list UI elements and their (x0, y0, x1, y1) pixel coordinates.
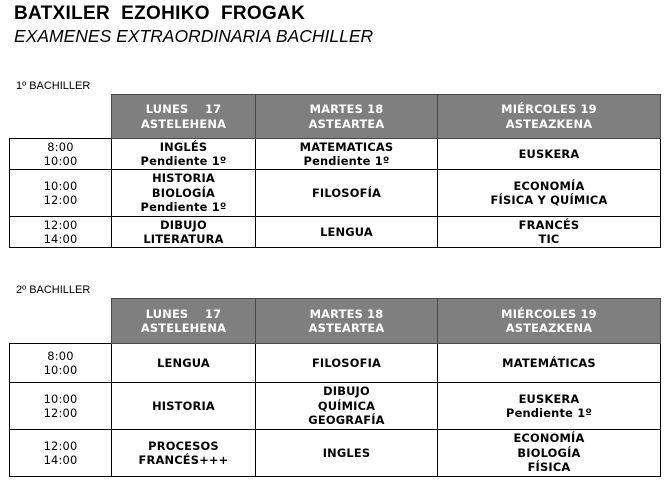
exam-cell: FILOSOFIA (256, 344, 438, 383)
exam-cell: MATEMÁTICAS (438, 344, 661, 383)
section-label-2: 2º BACHILLER (16, 284, 91, 296)
exam-cell: INGLÉS Pendiente 1º (112, 139, 256, 170)
exam-cell: HISTORIA (112, 383, 256, 430)
time-slot: 8:00 10:00 (10, 344, 112, 383)
exam-cell: ECONOMÍA BIOLOGÍA FÍSICA (438, 430, 661, 477)
section-label-1: 1º BACHILLER (16, 80, 91, 92)
exam-cell: INGLES (256, 430, 438, 477)
exam-cell: EUSKERA Pendiente 1º (438, 383, 661, 430)
time-slot: 8:00 10:00 (10, 139, 112, 170)
exam-cell: LENGUA (112, 344, 256, 383)
page-subtitle: EXAMENES EXTRAORDINARIA BACHILLER (14, 26, 374, 46)
page-title: BATXILER EZOHIKO FROGAK (14, 3, 306, 24)
table-row (10, 344, 661, 383)
column-header-tuesday: MARTES 18 ASTEARTEA (256, 95, 438, 139)
exam-cell: DIBUJO LITERATURA (112, 217, 256, 248)
time-slot: 10:00 12:00 (10, 170, 112, 217)
exam-cell: HISTORIA BIOLOGÍA Pendiente 1º (112, 170, 256, 217)
table-header-row (10, 299, 661, 344)
table-row (10, 383, 661, 430)
exam-cell: DIBUJO QUÍMICA GEOGRAFÍA (256, 383, 438, 430)
exam-cell: FRANCÉS TIC (438, 217, 661, 248)
time-slot: 12:00 14:00 (10, 217, 112, 248)
table-row (10, 170, 661, 217)
time-slot: 10:00 12:00 (10, 383, 112, 430)
time-slot: 12:00 14:00 (10, 430, 112, 477)
column-header-tuesday: MARTES 18 ASTEARTEA (256, 299, 438, 344)
table-row (10, 217, 661, 248)
table-header-row (10, 95, 661, 139)
exam-cell: PROCESOS FRANCÉS+++ (112, 430, 256, 477)
corner-cell (10, 95, 112, 139)
exam-cell: MATEMATICAS Pendiente 1º (256, 139, 438, 170)
exam-cell: EUSKERA (438, 139, 661, 170)
exam-table-2 (9, 298, 661, 477)
exam-cell: ECONOMÍA FÍSICA Y QUÍMICA (438, 170, 661, 217)
corner-cell (10, 299, 112, 344)
table-row (10, 139, 661, 170)
column-header-wednesday: MIÉRCOLES 19 ASTEAZKENA (438, 299, 661, 344)
exam-table-1 (9, 94, 661, 248)
column-header-wednesday: MIÉRCOLES 19 ASTEAZKENA (438, 95, 661, 139)
exam-cell: LENGUA (256, 217, 438, 248)
table-row (10, 430, 661, 477)
column-header-monday: LUNES 17 ASTELEHENA (112, 95, 256, 139)
exam-cell: FILOSOFÍA (256, 170, 438, 217)
column-header-monday: LUNES 17 ASTELEHENA (112, 299, 256, 344)
